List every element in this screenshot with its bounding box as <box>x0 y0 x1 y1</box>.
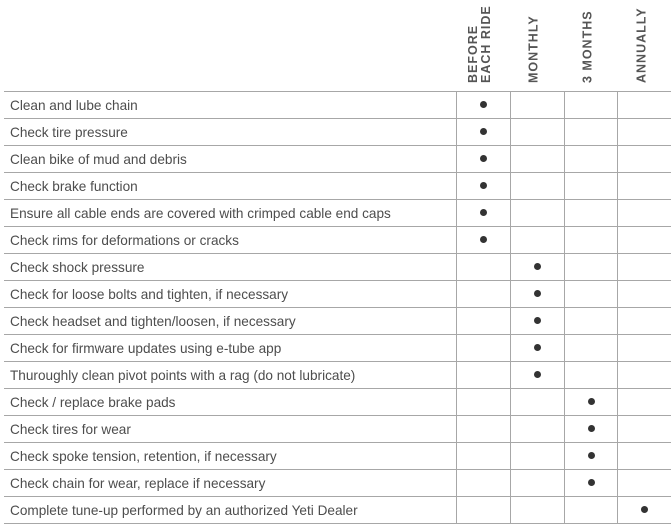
task-label: Check headset and tighten/loosen, if necessary <box>4 308 457 335</box>
bullet-dot-icon <box>480 209 487 216</box>
interval-cell <box>511 119 565 146</box>
interval-cell <box>511 362 565 389</box>
interval-cell <box>511 254 565 281</box>
table-row <box>4 92 671 119</box>
interval-cell <box>618 362 671 389</box>
interval-cell <box>457 389 511 416</box>
interval-cell <box>511 308 565 335</box>
task-label: Clean and lube chain <box>4 92 457 119</box>
bullet-dot-icon <box>534 317 541 324</box>
interval-cell <box>511 497 565 524</box>
interval-cell <box>564 281 618 308</box>
interval-cell <box>564 443 618 470</box>
interval-cell <box>618 335 671 362</box>
bullet-dot-icon <box>588 425 595 432</box>
interval-cell <box>457 362 511 389</box>
bullet-dot-icon <box>480 182 487 189</box>
interval-cell <box>618 146 671 173</box>
interval-cell <box>618 254 671 281</box>
task-label: Check for loose bolts and tighten, if necessary <box>4 281 457 308</box>
interval-cell <box>618 470 671 497</box>
interval-cell <box>457 254 511 281</box>
interval-cell <box>511 92 565 119</box>
bullet-dot-icon <box>480 155 487 162</box>
task-label: Check chain for wear, replace if necessary <box>4 470 457 497</box>
interval-cell <box>564 173 618 200</box>
interval-cell <box>457 200 511 227</box>
column-header-before-each-ride <box>453 0 506 91</box>
interval-cell <box>511 227 565 254</box>
bullet-dot-icon <box>534 290 541 297</box>
interval-cell <box>564 200 618 227</box>
interval-cell <box>457 227 511 254</box>
column-header-annually <box>615 0 668 91</box>
task-label: Thuroughly clean pivot points with a rag (do not lubricate) <box>4 362 457 389</box>
interval-cell <box>618 173 671 200</box>
bullet-dot-icon <box>588 479 595 486</box>
bullet-dot-icon <box>641 506 648 513</box>
interval-cell <box>511 146 565 173</box>
interval-cell <box>457 335 511 362</box>
task-label: Check tires for wear <box>4 416 457 443</box>
interval-cell <box>511 335 565 362</box>
interval-cell <box>564 335 618 362</box>
interval-cell <box>564 146 618 173</box>
bullet-dot-icon <box>534 371 541 378</box>
interval-cell <box>618 281 671 308</box>
task-label: Check brake function <box>4 173 457 200</box>
column-header-monthly <box>507 0 560 91</box>
interval-cell <box>511 173 565 200</box>
interval-cell <box>564 308 618 335</box>
task-label: Clean bike of mud and debris <box>4 146 457 173</box>
interval-cell <box>457 119 511 146</box>
interval-cell <box>564 227 618 254</box>
interval-cell <box>511 470 565 497</box>
interval-cell <box>564 119 618 146</box>
column-headers <box>0 0 671 91</box>
interval-cell <box>457 281 511 308</box>
interval-cell <box>457 308 511 335</box>
interval-cell <box>457 497 511 524</box>
table-row <box>4 146 671 173</box>
interval-cell <box>618 416 671 443</box>
schedule-body <box>4 92 671 524</box>
table-row <box>4 362 671 389</box>
task-label: Check shock pressure <box>4 254 457 281</box>
interval-cell <box>618 92 671 119</box>
interval-cell <box>618 389 671 416</box>
bullet-dot-icon <box>480 236 487 243</box>
column-header-label: BEFORE EACH RIDE <box>465 5 493 83</box>
bullet-dot-icon <box>480 101 487 108</box>
interval-cell <box>564 416 618 443</box>
task-label: Check rims for deformations or cracks <box>4 227 457 254</box>
task-label: Ensure all cable ends are covered with crimped cable end caps <box>4 200 457 227</box>
interval-cell <box>457 146 511 173</box>
interval-cell <box>564 470 618 497</box>
interval-cell <box>618 119 671 146</box>
table-row <box>4 119 671 146</box>
interval-cell <box>564 497 618 524</box>
interval-cell <box>511 416 565 443</box>
interval-cell <box>511 200 565 227</box>
interval-cell <box>511 281 565 308</box>
interval-cell <box>564 254 618 281</box>
task-label: Check / replace brake pads <box>4 389 457 416</box>
bullet-dot-icon <box>588 452 595 459</box>
bullet-dot-icon <box>480 128 487 135</box>
interval-cell <box>618 200 671 227</box>
interval-cell <box>564 362 618 389</box>
task-label: Check for firmware updates using e-tube app <box>4 335 457 362</box>
bullet-dot-icon <box>534 344 541 351</box>
interval-cell <box>618 227 671 254</box>
column-header-label: 3 MONTHS <box>580 10 594 83</box>
column-header-3-months <box>561 0 614 91</box>
interval-cell <box>457 92 511 119</box>
interval-cell <box>564 389 618 416</box>
interval-cell <box>618 497 671 524</box>
table-row <box>4 416 671 443</box>
table-row <box>4 497 671 524</box>
table-row <box>4 470 671 497</box>
bullet-dot-icon <box>534 263 541 270</box>
column-header-label: MONTHLY <box>526 15 540 83</box>
schedule-table <box>4 91 671 524</box>
column-header-label: ANNUALLY <box>634 7 648 83</box>
interval-cell <box>618 308 671 335</box>
task-label: Complete tune-up performed by an authorized Yeti Dealer <box>4 497 457 524</box>
interval-cell <box>457 173 511 200</box>
table-row <box>4 254 671 281</box>
interval-cell <box>457 470 511 497</box>
interval-cell <box>457 416 511 443</box>
interval-cell <box>511 389 565 416</box>
table-row <box>4 389 671 416</box>
table-row <box>4 443 671 470</box>
interval-cell <box>511 443 565 470</box>
table-row <box>4 227 671 254</box>
table-row <box>4 200 671 227</box>
bullet-dot-icon <box>588 398 595 405</box>
table-row <box>4 335 671 362</box>
table-row <box>4 173 671 200</box>
table-row <box>4 281 671 308</box>
interval-cell <box>618 443 671 470</box>
interval-cell <box>564 92 618 119</box>
table-row <box>4 308 671 335</box>
task-label: Check spoke tension, retention, if necessary <box>4 443 457 470</box>
interval-cell <box>457 443 511 470</box>
task-label: Check tire pressure <box>4 119 457 146</box>
